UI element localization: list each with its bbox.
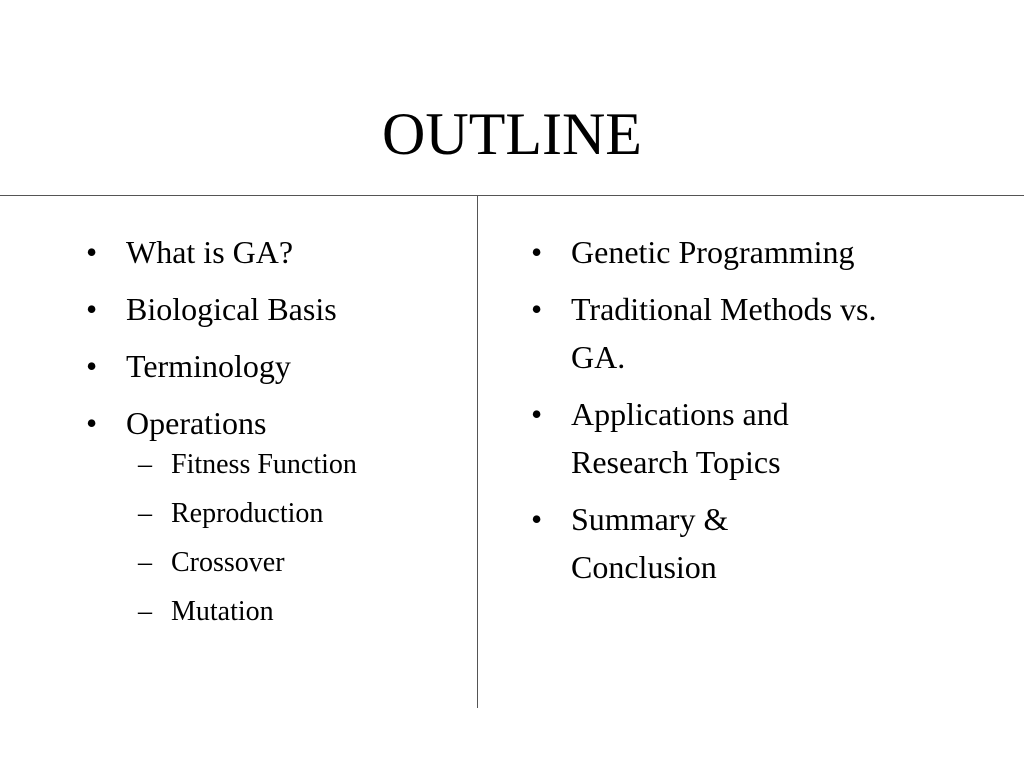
title-divider: [0, 195, 1024, 196]
sub-list-item-label: Crossover: [171, 547, 285, 578]
list-item-label: Applications and Research Topics: [571, 396, 789, 480]
list-item: [531, 285, 901, 381]
right-outline-list: [531, 228, 971, 600]
sub-list-item-label: Reproduction: [171, 498, 324, 529]
sub-list-item: [126, 447, 466, 483]
list-item-label: Traditional Methods vs. GA.: [571, 291, 877, 375]
left-outline-list: [86, 228, 466, 643]
bullet-icon: •: [86, 291, 98, 327]
list-item: [86, 285, 466, 333]
list-item: [86, 228, 466, 276]
bullet-icon: •: [86, 405, 98, 441]
list-item-label: Summary & Conclusion: [571, 501, 729, 585]
dash-icon: –: [138, 498, 152, 529]
bullet-icon: •: [531, 396, 543, 432]
bullet-icon: •: [86, 348, 98, 384]
sub-list-item: [126, 496, 466, 532]
list-item-label: Genetic Programming: [571, 234, 855, 270]
dash-icon: –: [138, 449, 152, 480]
list-item: [531, 390, 871, 486]
sub-list: [126, 447, 466, 630]
list-item: [531, 495, 811, 591]
list-item-label: What is GA?: [126, 234, 294, 270]
list-item-label: Terminology: [126, 348, 291, 384]
sub-list-item-label: Fitness Function: [171, 449, 357, 480]
bullet-icon: •: [531, 234, 543, 270]
list-item: [86, 342, 466, 390]
bullet-icon: •: [531, 291, 543, 327]
list-item-label: Operations: [126, 405, 267, 441]
list-item: [531, 228, 971, 276]
list-item: [86, 399, 466, 630]
dash-icon: –: [138, 547, 152, 578]
sub-list-item: [126, 594, 466, 630]
bullet-icon: •: [531, 501, 543, 537]
slide-title: OUTLINE: [382, 101, 642, 167]
column-divider: [477, 196, 478, 708]
dash-icon: –: [138, 596, 152, 627]
sub-list-item: [126, 545, 466, 581]
list-item-label: Biological Basis: [126, 291, 337, 327]
sub-list-item-label: Mutation: [171, 596, 274, 627]
bullet-icon: •: [86, 234, 98, 270]
